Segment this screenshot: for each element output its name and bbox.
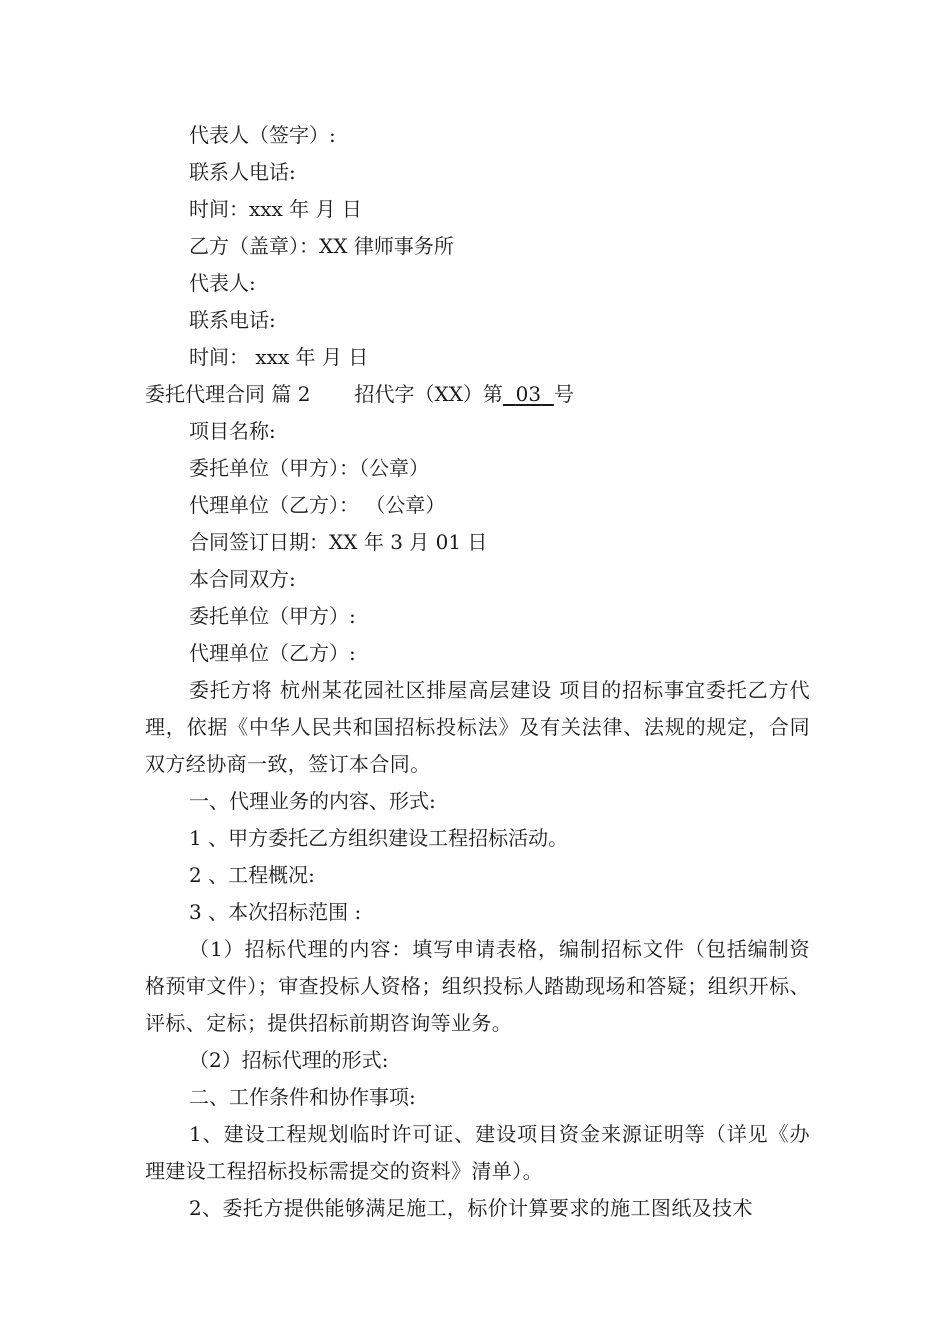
clause-item-2: 2 、工程概况: [189, 863, 315, 887]
paragraph-agency-content: （1）招标代理的内容：填写申请表格，编制招标文件（包括编制资格预审文件）；审查投标人资格；组织投标人踏勘现场和答疑；组织开标、评标、定标；提供招标前期咨询等业务。 [145, 937, 810, 1035]
section-title: 委托代理合同 篇 2 [145, 382, 311, 406]
signature-line-representative-b: 代表人: [189, 271, 256, 295]
agent-unit-line: 代理单位（乙方）: [189, 641, 356, 665]
agency-form-line: （2）招标代理的形式: [189, 1048, 389, 1072]
section-heading-line [145, 376, 810, 413]
signature-line-date-b: 时间： xxx 年 月 日 [189, 345, 369, 369]
paragraph-condition-2: 2、委托方提供能够满足施工，标价计算要求的施工图纸及技术 [189, 1196, 753, 1220]
agent-unit-seal-line: 代理单位（乙方）： （公章） [189, 493, 446, 517]
signature-line-representative-a: 代表人（签字）: [189, 123, 336, 147]
contract-date-line: 合同签订日期：XX 年 3 月 01 日 [189, 530, 488, 554]
ref-number: 03 [515, 382, 542, 406]
paragraph-entrustment: 委托方将 杭州某花园社区排屋高层建设 项目的招标事宜委托乙方代理，依据《中华人民共和国招标投标法》及有关法律、法规的规定，合同双方经协商一致，签订本合同。 [145, 678, 810, 776]
contract-parties-line: 本合同双方: [189, 567, 296, 591]
signature-line-contact-phone-b: 联系电话: [189, 308, 276, 332]
signature-line-contact-phone-a: 联系人电话: [189, 160, 296, 184]
client-unit-seal-line: 委托单位（甲方）：（公章） [189, 456, 429, 480]
signature-line-date-a: 时间：xxx 年 月 日 [189, 197, 362, 221]
clause-item-3: 3 、本次招标范围 : [189, 900, 362, 924]
ref-prefix: 招代字（XX）第 [354, 382, 503, 406]
project-name-line: 项目名称: [189, 419, 276, 443]
clause-item-1: 1 、甲方委托乙方组织建设工程招标活动。 [189, 826, 569, 850]
ref-suffix: 号 [553, 382, 574, 406]
paragraph-condition-1: 1、建设工程规划临时许可证、建设项目资金来源证明等（详见《办理建设工程招标投标需提交的资料》清单）。 [145, 1122, 810, 1183]
clause-heading-1: 一、代理业务的内容、形式: [189, 789, 436, 813]
client-unit-line: 委托单位（甲方）: [189, 604, 356, 628]
signature-line-party-b: 乙方（盖章）：XX 律师事务所 [189, 234, 454, 258]
document-body [145, 117, 810, 1227]
clause-heading-2: 二、工作条件和协作事项: [189, 1085, 416, 1109]
